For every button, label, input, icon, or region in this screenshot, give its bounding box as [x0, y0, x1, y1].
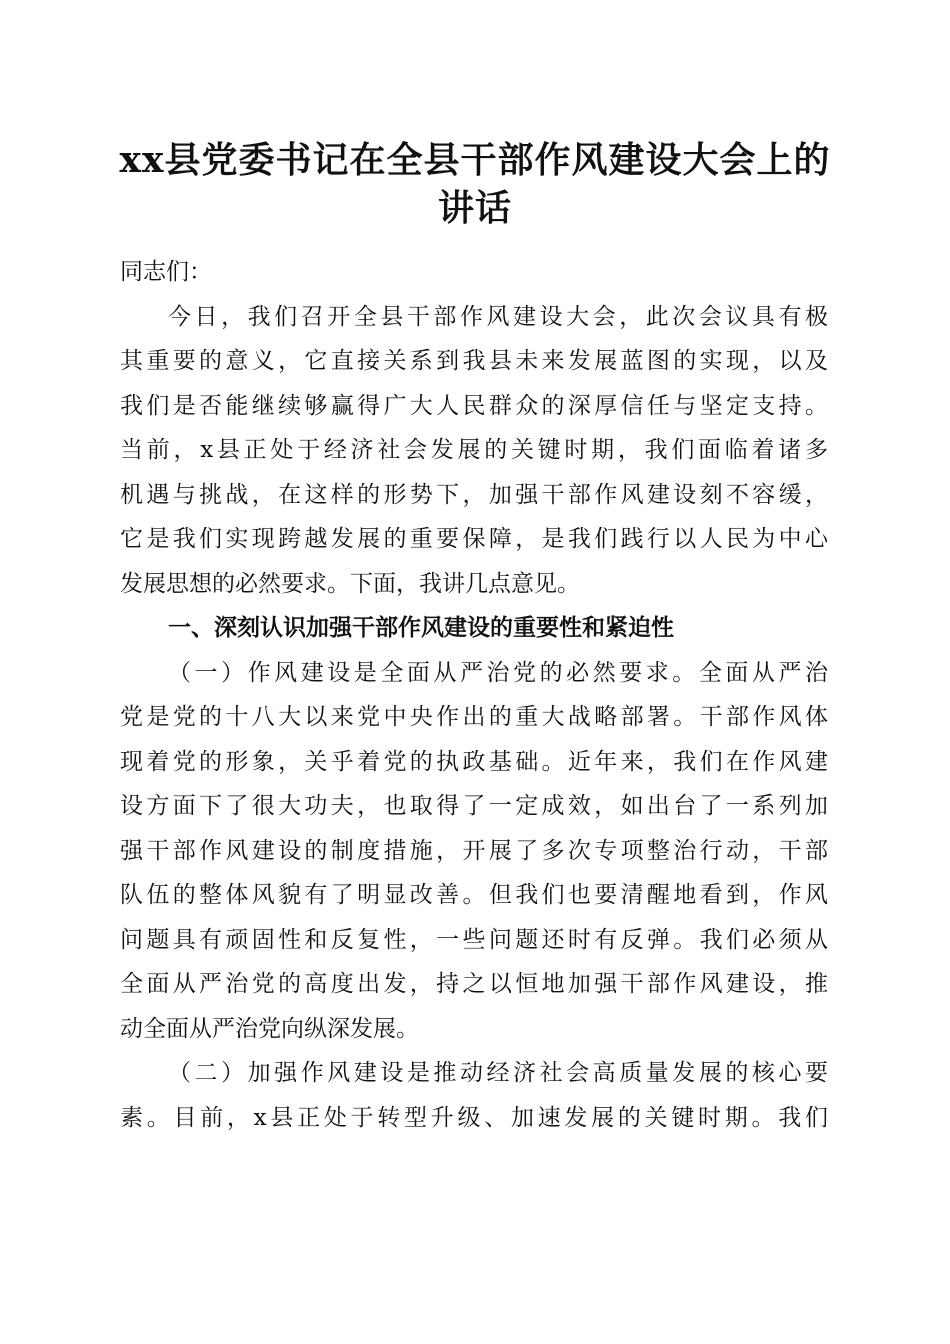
paragraph-line: 设方面下了很大功夫，也取得了一定成效，如出台了一系列加	[120, 793, 828, 819]
paragraph-line: （二）加强作风建设是推动经济社会高质量发展的核心要	[168, 1060, 828, 1086]
section1-paragraph-1	[120, 651, 828, 1052]
paragraph-line: 我们是否能继续够赢得广大人民群众的深厚信任与坚定支持。	[120, 392, 828, 419]
paragraph-line: 党是党的十八大以来党中央作出的重大战略部署。干部作风体	[120, 704, 828, 730]
paragraph-line: 素。目前，x县正处于转型升级、加速发展的关键时期。我们	[120, 1104, 828, 1131]
paragraph-line: 其重要的意义，它直接关系到我县未来发展蓝图的实现，以及	[120, 348, 828, 374]
title-line-2: 讲话	[437, 187, 512, 229]
paragraph-line: 当前，x县正处于经济社会发展的关键时期，我们面临着诸多	[120, 437, 828, 463]
paragraph-line: 机遇与挑战，在这样的形势下，加强干部作风建设刻不容缓，	[120, 481, 828, 508]
paragraph-line: 队伍的整体风貌有了明显改善。但我们也要清醒地看到，作风	[120, 882, 828, 908]
document-title	[100, 136, 850, 232]
salutation: 同志们：	[120, 259, 212, 285]
paragraph-line: 问题具有顽固性和反复性，一些问题还时有反弹。我们必须从	[120, 926, 828, 953]
paragraph-line: 动全面从严治党向纵深发展。	[120, 1015, 419, 1042]
paragraph-line: 发展思想的必然要求。下面，我讲几点意见。	[120, 570, 580, 597]
paragraph-line: （一）作风建设是全面从严治党的必然要求。全面从严治	[168, 659, 828, 686]
document-body	[120, 250, 828, 1140]
section-heading: 一、深刻认识加强干部作风建设的重要性和紧迫性	[168, 615, 674, 641]
title-line-1: xx县党委书记在全县干部作风建设大会上的	[119, 139, 831, 181]
paragraph-line: 它是我们实现跨越发展的重要保障，是我们践行以人民为中心	[120, 526, 828, 552]
paragraph-line: 强干部作风建设的制度措施，开展了多次专项整治行动，干部	[120, 837, 828, 864]
paragraph-line: 今日，我们召开全县干部作风建设大会，此次会议具有极	[168, 303, 828, 330]
paragraph-line: 全面从严治党的高度出发，持之以恒地加强干部作风建设，推	[120, 971, 828, 997]
section1-paragraph-2	[120, 1051, 828, 1140]
intro-paragraph	[120, 295, 828, 607]
paragraph-line: 现着党的形象，关乎着党的执政基础。近年来，我们在作风建	[120, 748, 828, 775]
